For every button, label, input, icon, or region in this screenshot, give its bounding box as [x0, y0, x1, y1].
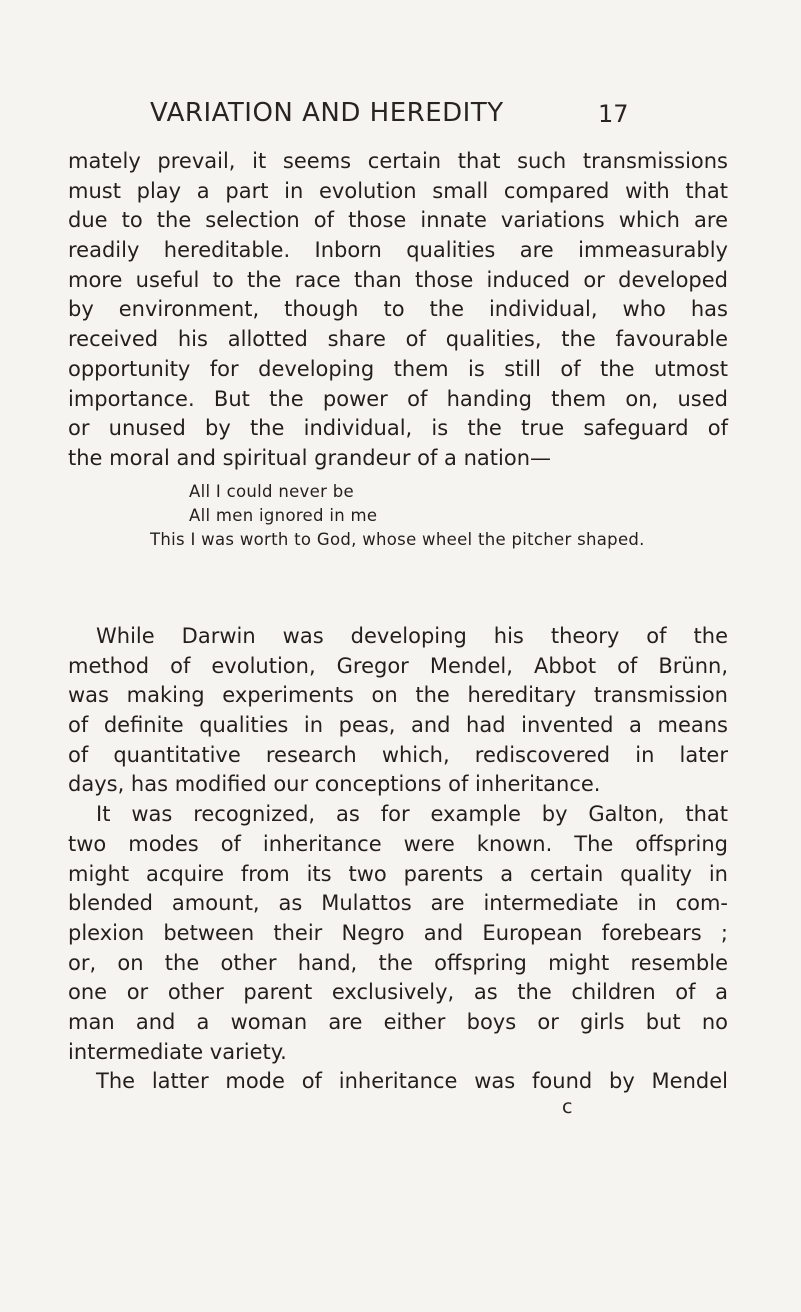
text-line: importance. But the power of handing them on, used	[68, 386, 728, 411]
text-line: one or other parent exclusively, as the children of a	[68, 980, 728, 1005]
page-header	[0, 98, 801, 138]
text-line: or, on the other hand, the offspring might resemble	[68, 950, 728, 975]
text-line: of quantitative research which, rediscovered in later	[68, 742, 728, 767]
verse-line: All men ignored in me	[189, 506, 378, 525]
running-head-title: VARIATION AND HEREDITY	[150, 98, 504, 128]
signature-mark: c	[562, 1096, 573, 1118]
text-line: blended amount, as Mulattos are intermediate in com-	[68, 891, 728, 916]
text-line: or unused by the individual, is the true safeguard of	[68, 416, 728, 441]
text-line: might acquire from its two parents a certain quality in	[68, 861, 728, 886]
text-line: the moral and spiritual grandeur of a nation—	[68, 445, 552, 470]
text-line: mately prevail, it seems certain that such transmissions	[68, 149, 728, 173]
text-line: must play a part in evolution small compared with that	[68, 178, 728, 203]
text-line: due to the selection of those innate variations which are	[68, 208, 728, 233]
text-line: of definite qualities in peas, and had invented a means	[68, 713, 728, 738]
text-line: opportunity for developing them is still of the utmost	[68, 356, 728, 381]
text-line: method of evolution, Gregor Mendel, Abbot of Brünn,	[68, 653, 728, 678]
text-line: received his allotted share of qualities, the favourable	[68, 327, 728, 352]
text-line: It was recognized, as for example by Galton, that	[96, 802, 728, 827]
paragraph-continuation	[68, 147, 728, 474]
verse-line: This I was worth to God, whose wheel the pitcher shaped.	[150, 530, 645, 549]
text-line: days, has modified our conceptions of inheritance.	[68, 772, 601, 797]
paragraph-mendel	[68, 622, 728, 1097]
text-line: intermediate variety.	[68, 1039, 287, 1064]
page-number: 17	[598, 100, 629, 128]
verse-line: All I could never be	[189, 482, 354, 501]
text-line: man and a woman are either boys or girls but no	[68, 1009, 728, 1034]
text-line: plexion between their Negro and European forebears ;	[68, 920, 728, 945]
text-line: readily hereditable. Inborn qualities are immeasurably	[68, 238, 728, 263]
text-line: more useful to the race than those induced or developed	[68, 267, 728, 292]
text-line: The latter mode of inheritance was found by Mendel	[96, 1069, 728, 1094]
text-line: by environment, though to the individual, who has	[68, 297, 728, 322]
text-line: two modes of inheritance were known. The offspring	[68, 831, 728, 856]
text-line: was making experiments on the hereditary transmission	[68, 683, 728, 708]
text-line: While Darwin was developing his theory of the	[96, 624, 728, 648]
